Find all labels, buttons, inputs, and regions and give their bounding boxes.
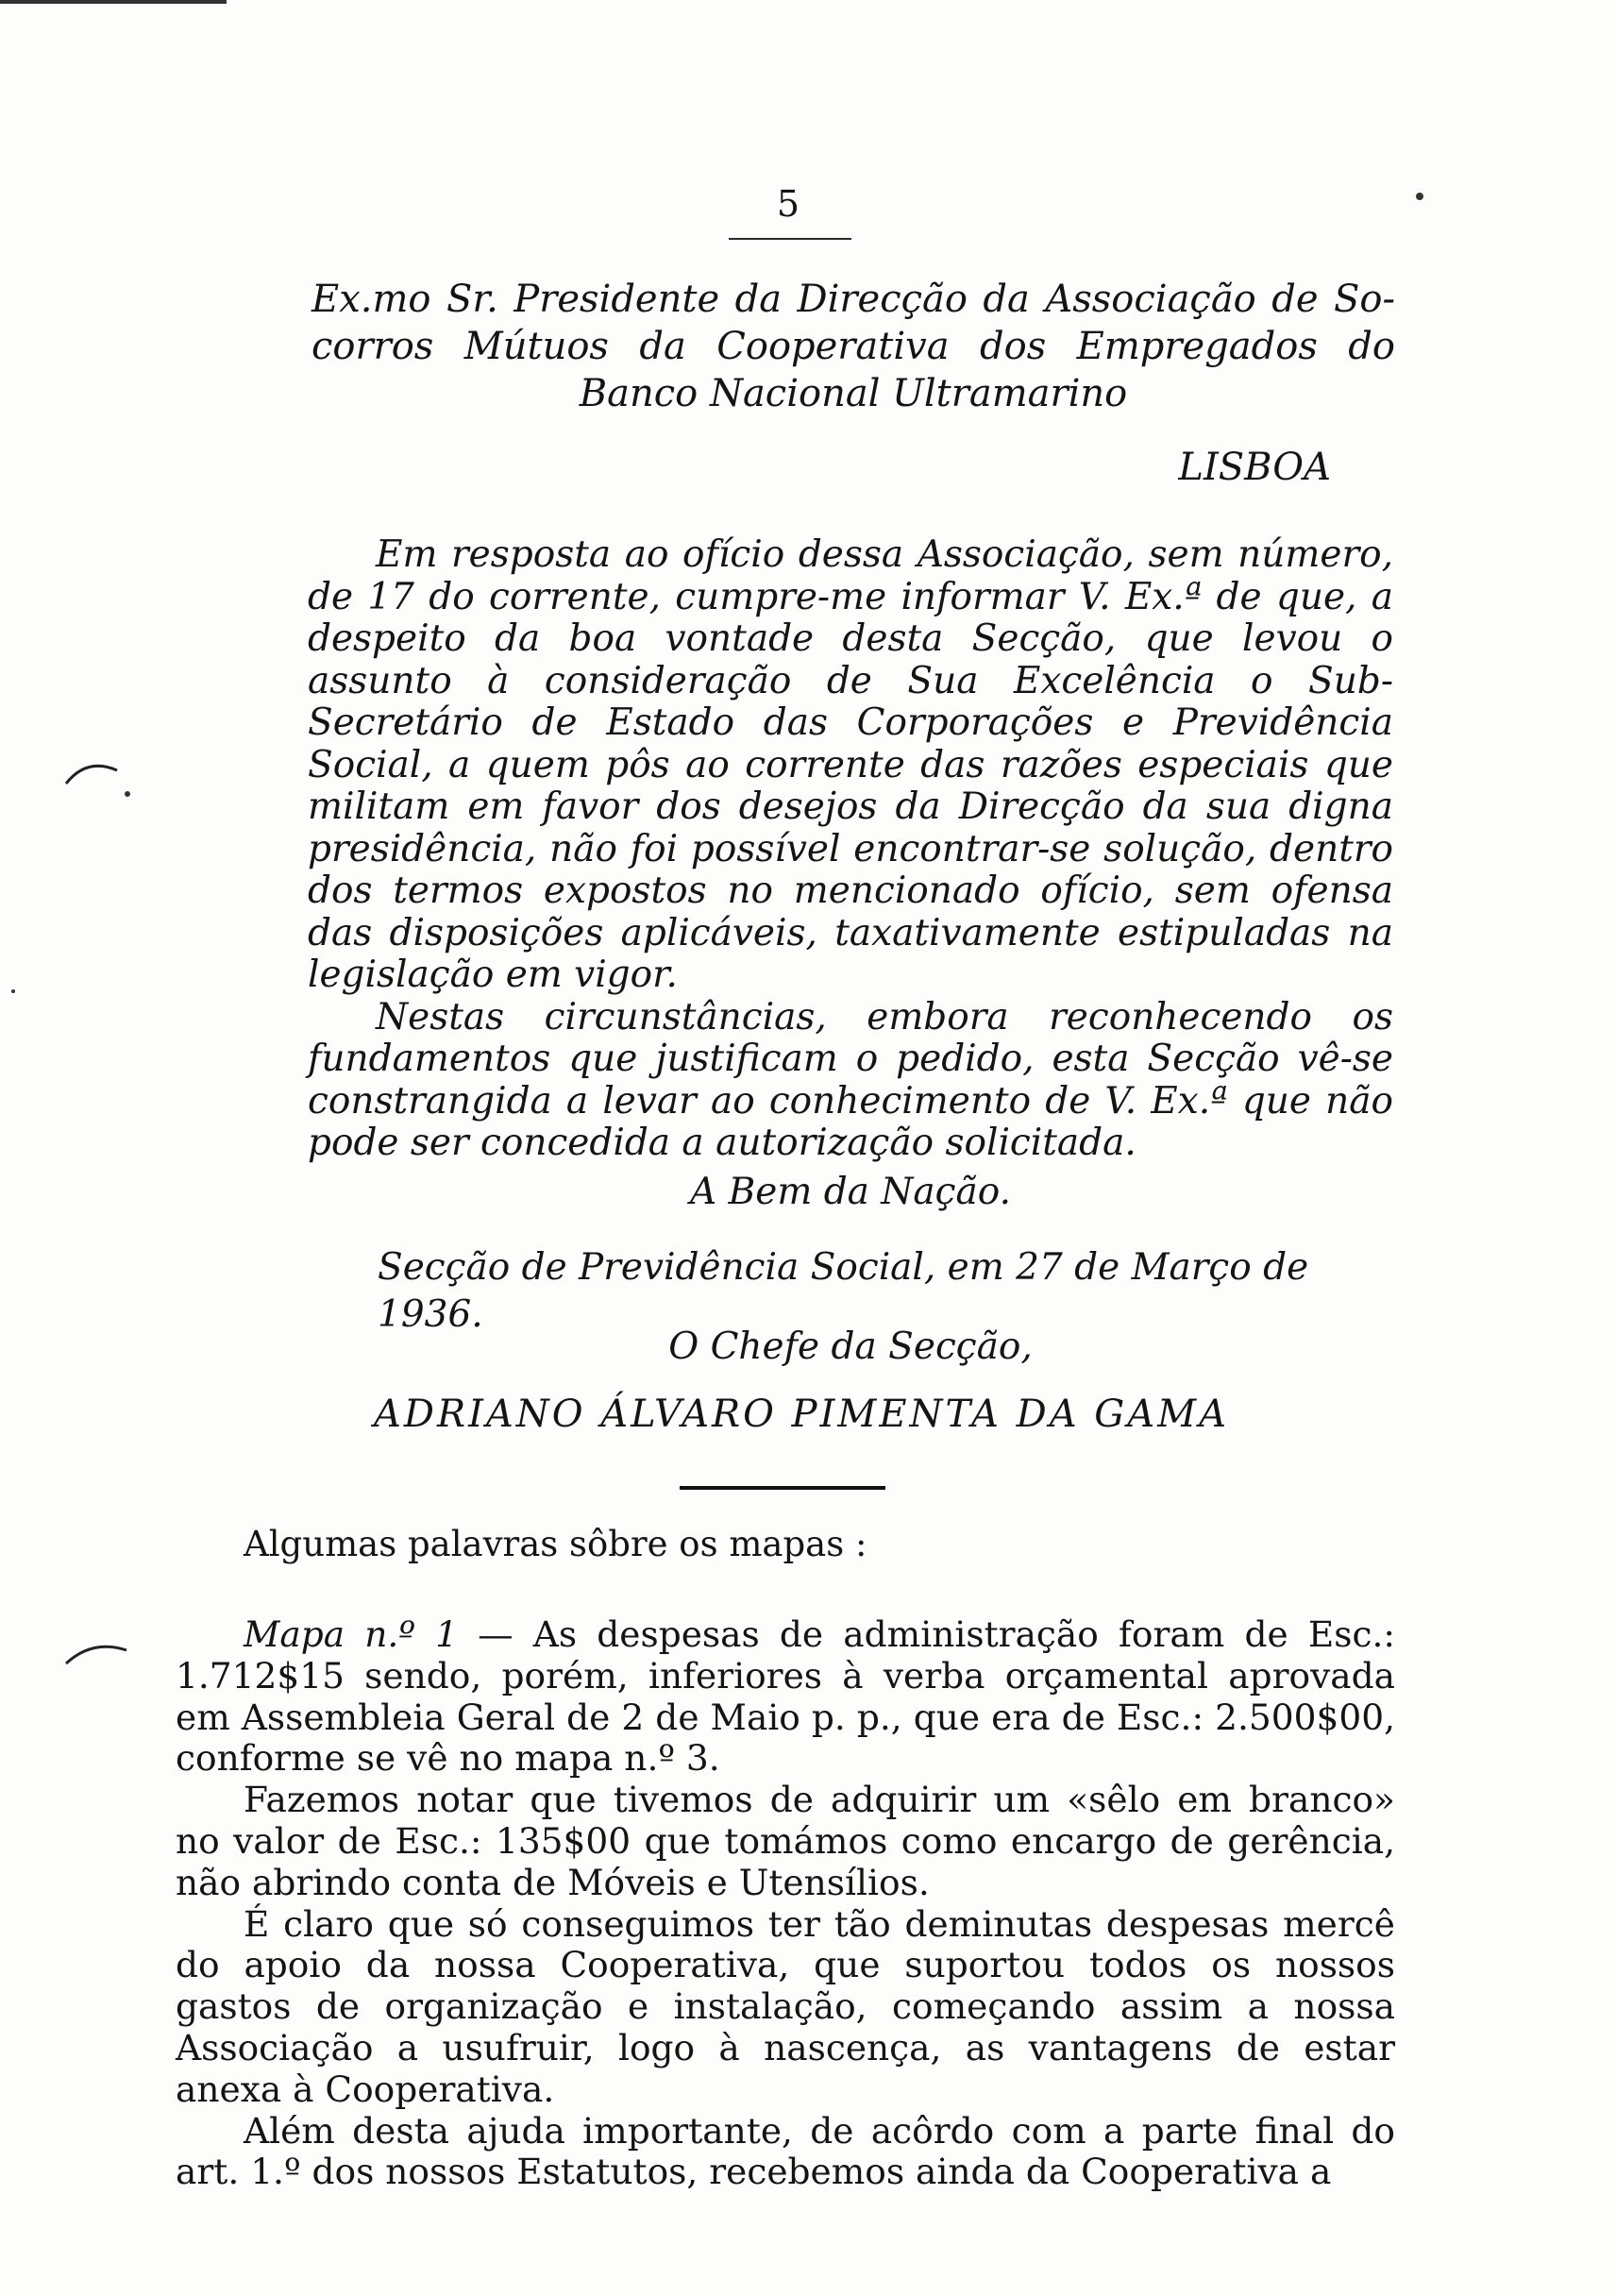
scan-speck	[1416, 193, 1423, 200]
page-number: 5	[776, 183, 800, 225]
section-heading: Algumas palavras sôbre os mapas :	[244, 1524, 867, 1564]
place-date: Secção de Previdência Social, em 27 de Março de 1936.	[378, 1246, 1309, 1336]
report-paragraph-text: — As despesas de administração foram de Esc.: 1.712$15 sendo, porém, inferiores à verba orçamental aprovada em Assembleia Geral de 2 de Maio p. p., que era de Esc.: 2.500$00, conforme se vê no mapa n.º 3.	[176, 1613, 1395, 1780]
addressee-line-1: Ex.mo Sr. Presidente da Direcção da Associação de So-	[311, 278, 1395, 321]
top-edge-mark	[0, 0, 227, 4]
signer-name: ADRIANO ÁLVARO PIMENTA DA GAMA	[374, 1393, 1229, 1436]
page-number-rule	[729, 238, 851, 240]
letter-paragraph: Nestas circunstâncias, embora reconhecendo os fundamentos que justificam o pedido, esta Secção vê-se constrangida a levar ao conhecimento de V. Ex.ª que não pode ser concedida a autorização solicitada.	[308, 995, 1393, 1164]
mapa-reference: Mapa n.º 1	[244, 1613, 458, 1655]
letter-addressee	[311, 276, 1395, 417]
report-paragraph: Fazemos notar que tivemos de adquirir um «sêlo em branco» no valor de Esc.: 135$00 que tomámos como encargo de gerência, não abrindo conta de Móveis e Utensílios.	[176, 1779, 1395, 1903]
binding-hole-mark-upper	[59, 746, 143, 802]
report-paragraph: Além desta ajuda importante, de acôrdo com a parte final do art. 1.º dos nossos Estatutos, recebemos ainda da Cooperativa a	[176, 2109, 1395, 2193]
section-divider	[680, 1486, 885, 1490]
report-paragraph	[176, 1614, 1395, 1780]
letter-body	[308, 534, 1393, 1165]
addressee-line-2: corros Mútuos da Cooperativa dos Empregados do	[311, 325, 1395, 368]
addressee-city: LISBOA	[1178, 446, 1331, 489]
report-body	[176, 1614, 1395, 2193]
scan-speck	[125, 791, 130, 797]
scan-speck	[11, 989, 15, 993]
addressee-line-3: Banco Nacional Ultramarino	[579, 372, 1128, 415]
binding-hole-mark-lower	[59, 1631, 143, 1688]
signer-title: O Chefe da Secção,	[668, 1325, 1033, 1368]
letter-paragraph: Em resposta ao ofício dessa Associação, sem número, de 17 do corrente, cumpre-me informar V. Ex.ª de que, a despeito da boa vontade desta Secção, que levou o assunto à consideração de Sua Excelência o Sub-Secretário de Estado das Corporações e Previdência Social, a quem pôs ao corrente das razões especiais que militam em favor dos desejos da Direcção da sua digna presidência, não foi possível encontrar-se solução, dentro dos termos expostos no mencionado ofício, sem ofensa das disposições aplicáveis, taxativamente estipuladas na legislação em vigor.	[308, 533, 1393, 996]
report-paragraph: É claro que só conseguimos ter tão deminutas despesas mercê do apoio da nossa Cooperativa, que suportou todos os nossos gastos de organização e instalação, começando assim a nossa Associação a usufruir, logo à nascença, as vantagens de estar anexa à Cooperativa.	[176, 1902, 1395, 2110]
valediction: A Bem da Nação.	[690, 1171, 1011, 1213]
